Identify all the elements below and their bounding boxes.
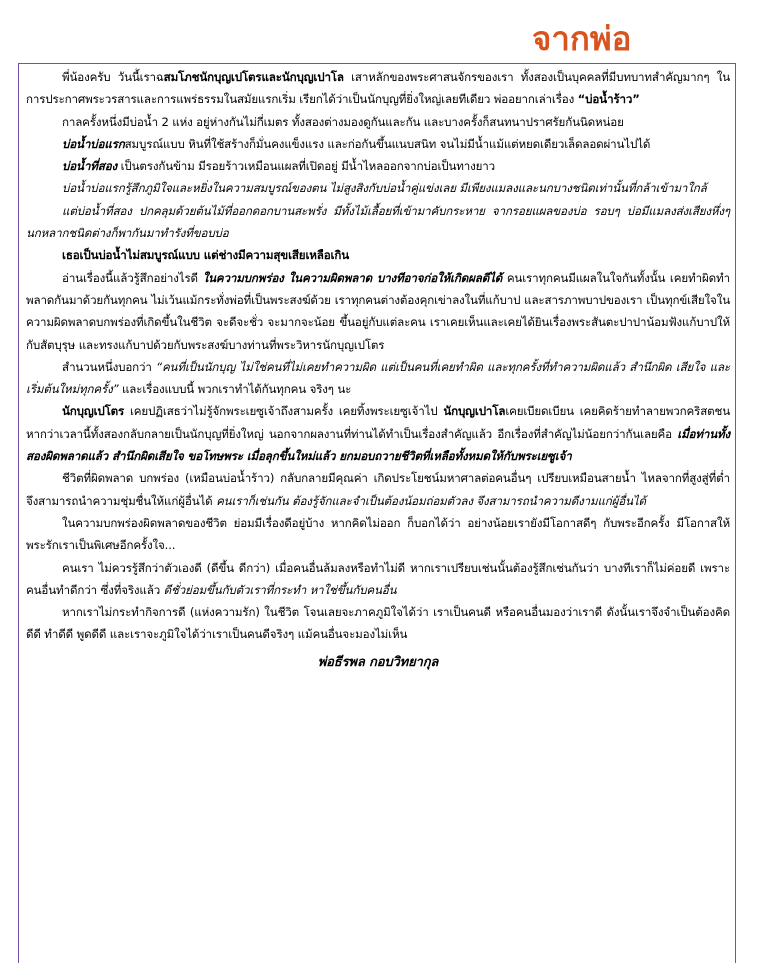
text: แต่บ่อน้ำที่สอง ปกคลุมด้วยต้นไม้ที่ออกดอกบานสะพรั่ง มีทั้งไม้เลื้อยที่เข้ามาคับกระหาย จากรอยแผลของบ่อ รอบๆ บ่อมีแมลงส่งเสียงหึ่งๆ นกหลากชนิดต่างก็พากันมาทำรังที่ขอบบ่อ (26, 203, 730, 241)
text: และเรื่องแบบนี้ พวกเราทำได้กันทุกคน จริงๆ นะ (118, 382, 352, 397)
signature: พ่อธีรพล กอบวิทยากุล (317, 654, 439, 670)
emphasis: เมื่อท่านทั้งสองผิดพลาดแล้ว สำนึกผิดเสียใจ ขอโทษพระ เมื่อลุกขึ้นใหม่แล้ว ยกมอบถวายชีวิตที่เหลือทั้งหมดให้กับพระเยซูเจ้า (26, 426, 730, 464)
story-title: “บ่อน้ำร้าว” (577, 92, 640, 107)
emphasis: ในความบกพร่อง ในความผิดพลาด บางทีอาจก่อให้เกิดผลดีได้ (202, 270, 503, 285)
text: สมบูรณ์แบบ หินที่ใช้สร้างก็มั่นคงแข็งแรง และก่อกันขึ้นแนบสนิท จนไม่มีน้ำแม้แต่หยดเดียวเล็ดลอดผ่านไปได้ (124, 136, 651, 151)
quote: “คนที่เป็นนักบุญ ไม่ใช่คนที่ไม่เคยทำความผิด แต่เป็นคนที่เคยทำผิด และทุกครั้งที่ทำความผิดแล้ว สำนึกผิด เสียใจ และเริ่มต้นใหม่ทุกครั้ง” (26, 359, 730, 397)
key-sentence: เธอเป็นบ่อน้ำไม่สมบูรณ์แบบ แต่ช่างมีความสุขเสียเหลือเกิน (62, 248, 349, 263)
page-title: จากพ่อ (532, 19, 632, 58)
feast-name: สมโภชนักบุญเปโตรและนักบุญเปาโล (163, 70, 344, 84)
saint-paul: นักบุญเปาโล (443, 404, 506, 419)
article-body (26, 66, 730, 676)
paragraph-2: กาลครั้งหนึ่งมีบ่อน้ำ 2 แห่ง อยู่ห่างกันไม่กี่เมตร ทั้งสองต่างมองดูกันและกัน และบางครั้งก็สนทนาปราศรัยกันนิดหน่อย (62, 114, 624, 129)
paragraph-14: หากเราไม่กระทำกิจการดี (แห่งความรัก) ในชีวิต โจนเลยจะภาคภูมิใจได้ว่า เราเป็นคนดี หรือคนอื่นมองว่าเราดี ดังนั้นเราจึงจำเป็นต้องคิดดีดี ทำดีดี พูดดีดี และเราจะภูมิใจได้ว่าเราเป็นคนดีจริงๆ แม้คนอื่นจะมองไม่เห็น (26, 605, 730, 642)
paragraph-3 (26, 133, 730, 155)
emphasis: ดีชั่วย่อมขึ้นกับตัวเราที่กระทำ หาใช่ขึ้นกับคนอื่น (163, 582, 397, 597)
paragraph-1 (26, 66, 730, 111)
text: บ่อน้ำบ่อแรกรู้สึกภูมิใจและหยิ่งในความสมบูรณ์ของตน ไม่สูงสิงกับบ่อน้ำคู่แข่งเลย มีเพียงแมลงและนกบางชนิดเท่านั้นที่กล้าเข้ามาใกล้ (62, 181, 707, 196)
paragraph-5 (26, 177, 730, 199)
text: คนเราทุกคนมีแผลในใจกันทั้งนั้น เคยทำผิดทำพลาดกันมาด้วยกันทุกคน ไม่เว้นแม้กระทั่งพ่อที่เป็นพระสงฆ์ด้วย เราทุกคนต่างต้องคุกเข่าลงในที่แก้บาป และสารภาพบาปของเรา เป็นทุกข์เสียใจในความผิดพลาดบกพร่องที่เกิดขึ้นในชีวิต จะดีจะชั่ว จะมากจะน้อย ขึ้นอยู่กับแต่ละคน เราเคยเห็นและเคยได้ยินเรื่องพระสันตะปาปาน้อมฟังแก้บาปให้กับสัตบุรุษ และทรงแก้บาปด้วยกับพระสงฆ์บางท่านที่พระวิหารนักบุญเปโตร (26, 270, 731, 352)
text: สำนวนหนึ่งบอกว่า (62, 359, 157, 374)
paragraph-4 (26, 155, 730, 177)
paragraph-9 (26, 356, 730, 401)
text: พี่น้องครับ วันนี้เราฉ (62, 70, 164, 84)
text: ชีวิตที่ผิดพลาด บกพร่อง (เหมือนบ่อน้ำร้าว) กลับกลายมีคุณค่า เกิดประโยชน์มหาศาลต่อคนอื่นๆ เปรียบเหมือนสายน้ำ ไหลจากที่สูงสู่ที่ต่ำ จึงสามารถนำความชุ่มชื่นให้แก่ผู้อื่นได้ (26, 471, 730, 508)
paragraph-12: ในความบกพร่องผิดพลาดของชีวิต ย่อมมีเรื่องดีอยู่บ้าง หากคิดไม่ออก ก็บอกได้ว่า อย่างน้อยเรายังมีโอกาสดีๆ กับพระอีกครั้ง มีโอกาสให้พระรักเราเป็นพิเศษอีกครั้งใจ... (26, 515, 730, 553)
text: เป็นตรงกันข้าม มีรอยร้าวเหมือนแผลที่เปิดอยู่ มีน้ำไหลออกจากบ่อเป็นทางยาว (117, 159, 496, 174)
paragraph-11 (26, 467, 730, 512)
paragraph-10 (26, 400, 730, 467)
text: เคยปฏิเสธว่าไม่รู้จักพระเยซูเจ้าถึงสามครั้ง เคยทิ้งพระเยซูเจ้าไป (124, 404, 444, 419)
paragraph-7 (26, 244, 730, 266)
first-well-label: บ่อน้ำบ่อแรก (62, 136, 125, 151)
second-well-label: บ่อน้ำที่สอง (62, 159, 118, 174)
text: คนเรา ไม่ควรรู้สึกว่าตัวเองดี (ดีขึ้น ดีกว่า) เมื่อคนอื่นล้มลงหรือทำไม่ดี หากเราเปรียบเช่นนั้นต้องรู้สึกเช่นกันว่า บางทีเราก็ไม่ค่อยดี เพราะคนอื่นทำดีกว่า ซึ่งที่จริงแล้ว (26, 560, 730, 597)
paragraph-6 (26, 200, 730, 245)
text: อ่านเรื่องนี้แล้วรู้สึกอย่างไรดี (62, 270, 203, 285)
emphasis: คนเราก็เช่นกัน ต้องรู้จักและจำเป็นต้องน้อมถ่อมตัวลง จึงสามารถนำความดีงามแก่ผู้อื่นได้ (216, 493, 646, 508)
paragraph-13 (26, 557, 730, 602)
paragraph-8 (26, 267, 730, 356)
text: เสาหลักของพระศาสนจักรของเรา ทั้งสองเป็นบุคคลที่มีบทบาทสำคัญมากๆ ในการประกาศพระวรสารและการแพร่ธรรมในสมัยแรกเริ่ม เรียกได้ว่าเป็นนักบุญที่ยิ่งใหญ่เลยทีเดียว พ่ออยากเล่าเรื่อง (26, 70, 730, 107)
text: เคยเบียดเบียน เคยคิดร้ายทำลายพวกคริสตชน หากว่าเวลานี้ทั้งสองกลับกลายเป็นนักบุญที่ยิ่งใหญ่ นอกจากผลงานที่ท่านได้ทำเป็นเรื่องสำคัญแล้ว อีกเรื่องที่สำคัญไม่น้อยกว่ากันเลยคือ (26, 404, 730, 441)
saint-peter: นักบุญเปโตร (62, 404, 125, 419)
